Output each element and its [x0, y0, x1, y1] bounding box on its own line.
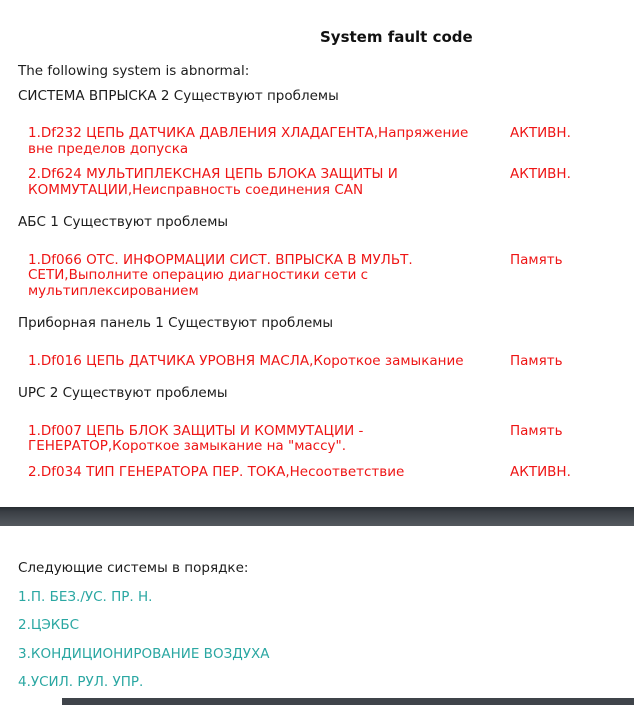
- fault-status-badge: АКТИВН.: [510, 166, 571, 182]
- ok-system-item[interactable]: 2.ЦЭКБС: [18, 617, 80, 633]
- fault-description: 2.Df034 ТИП ГЕНЕРАТОРА ПЕР. ТОКА,Несоответствие: [28, 463, 405, 480]
- fault-description: 1.Df016 ЦЕПЬ ДАТЧИКА УРОВНЯ МАСЛА,Короткое замыкание: [28, 352, 464, 369]
- fault-description: 1.Df007 ЦЕПЬ БЛОК ЗАЩИТЫ И КОММУТАЦИИ - ГЕНЕРАТОР,Короткое замыкание на "массу".: [28, 422, 364, 454]
- fault-list: [0, 424, 634, 481]
- ok-systems-heading: Следующие системы в порядке:: [18, 560, 249, 576]
- fault-status-badge: Память: [510, 251, 563, 268]
- fault-section-heading: АБС 1 Существуют проблемы: [18, 214, 229, 230]
- ok-system-item[interactable]: 1.П. БЕЗ./УС. ПР. Н.: [18, 588, 153, 605]
- fault-section: [0, 215, 634, 299]
- fault-row[interactable]: [28, 465, 634, 481]
- fault-row[interactable]: [28, 253, 634, 300]
- fault-sections-container: [0, 89, 634, 481]
- fault-section-heading: Приборная панель 1 Существуют проблемы: [18, 315, 334, 331]
- fault-status-badge: Память: [510, 352, 563, 369]
- fault-description: 1.Df066 ОТС. ИНФОРМАЦИИ СИСТ. ВПРЫСКА В МУЛЬТ. СЕТИ,Выполните операцию диагностики сети с мультиплексированием: [28, 251, 413, 299]
- section-divider-bar: [0, 507, 634, 526]
- ok-systems-list: [18, 590, 269, 691]
- bottom-divider-bar: [62, 698, 634, 705]
- fault-description: 1.Df232 ЦЕПЬ ДАТЧИКА ДАВЛЕНИЯ ХЛАДАГЕНТА,Напряжение вне пределов допуска: [28, 125, 469, 157]
- fault-section-heading: СИСТЕМА ВПРЫСКА 2 Существуют проблемы: [18, 87, 339, 104]
- fault-section: [0, 316, 634, 369]
- fault-status-badge: АКТИВН.: [510, 125, 571, 141]
- fault-section: [0, 89, 634, 199]
- ok-system-item[interactable]: 4.УСИЛ. РУЛ. УПР.: [18, 674, 144, 690]
- fault-description: 2.Df624 МУЛЬТИПЛЕКСНАЯ ЦЕПЬ БЛОКА ЗАЩИТЫ И КОММУТАЦИИ,Неисправность соединения CAN: [28, 166, 398, 198]
- fault-status-badge: Память: [510, 422, 563, 439]
- fault-section-heading: UPC 2 Существуют проблемы: [18, 385, 228, 401]
- ok-system-item[interactable]: 3.КОНДИЦИОНИРОВАНИЕ ВОЗДУХА: [18, 645, 270, 662]
- fault-list: [0, 253, 634, 300]
- fault-list: [0, 126, 634, 198]
- fault-section: [0, 386, 634, 480]
- abnormal-intro-text: The following system is abnormal:: [18, 63, 250, 79]
- fault-row[interactable]: [28, 126, 634, 157]
- fault-list: [0, 354, 634, 370]
- page-title: System fault code: [320, 28, 473, 46]
- fault-row[interactable]: [28, 354, 634, 370]
- ok-systems-section: [18, 561, 269, 691]
- fault-status-badge: АКТИВН.: [510, 463, 571, 480]
- fault-row[interactable]: [28, 424, 634, 455]
- fault-row[interactable]: [28, 167, 634, 198]
